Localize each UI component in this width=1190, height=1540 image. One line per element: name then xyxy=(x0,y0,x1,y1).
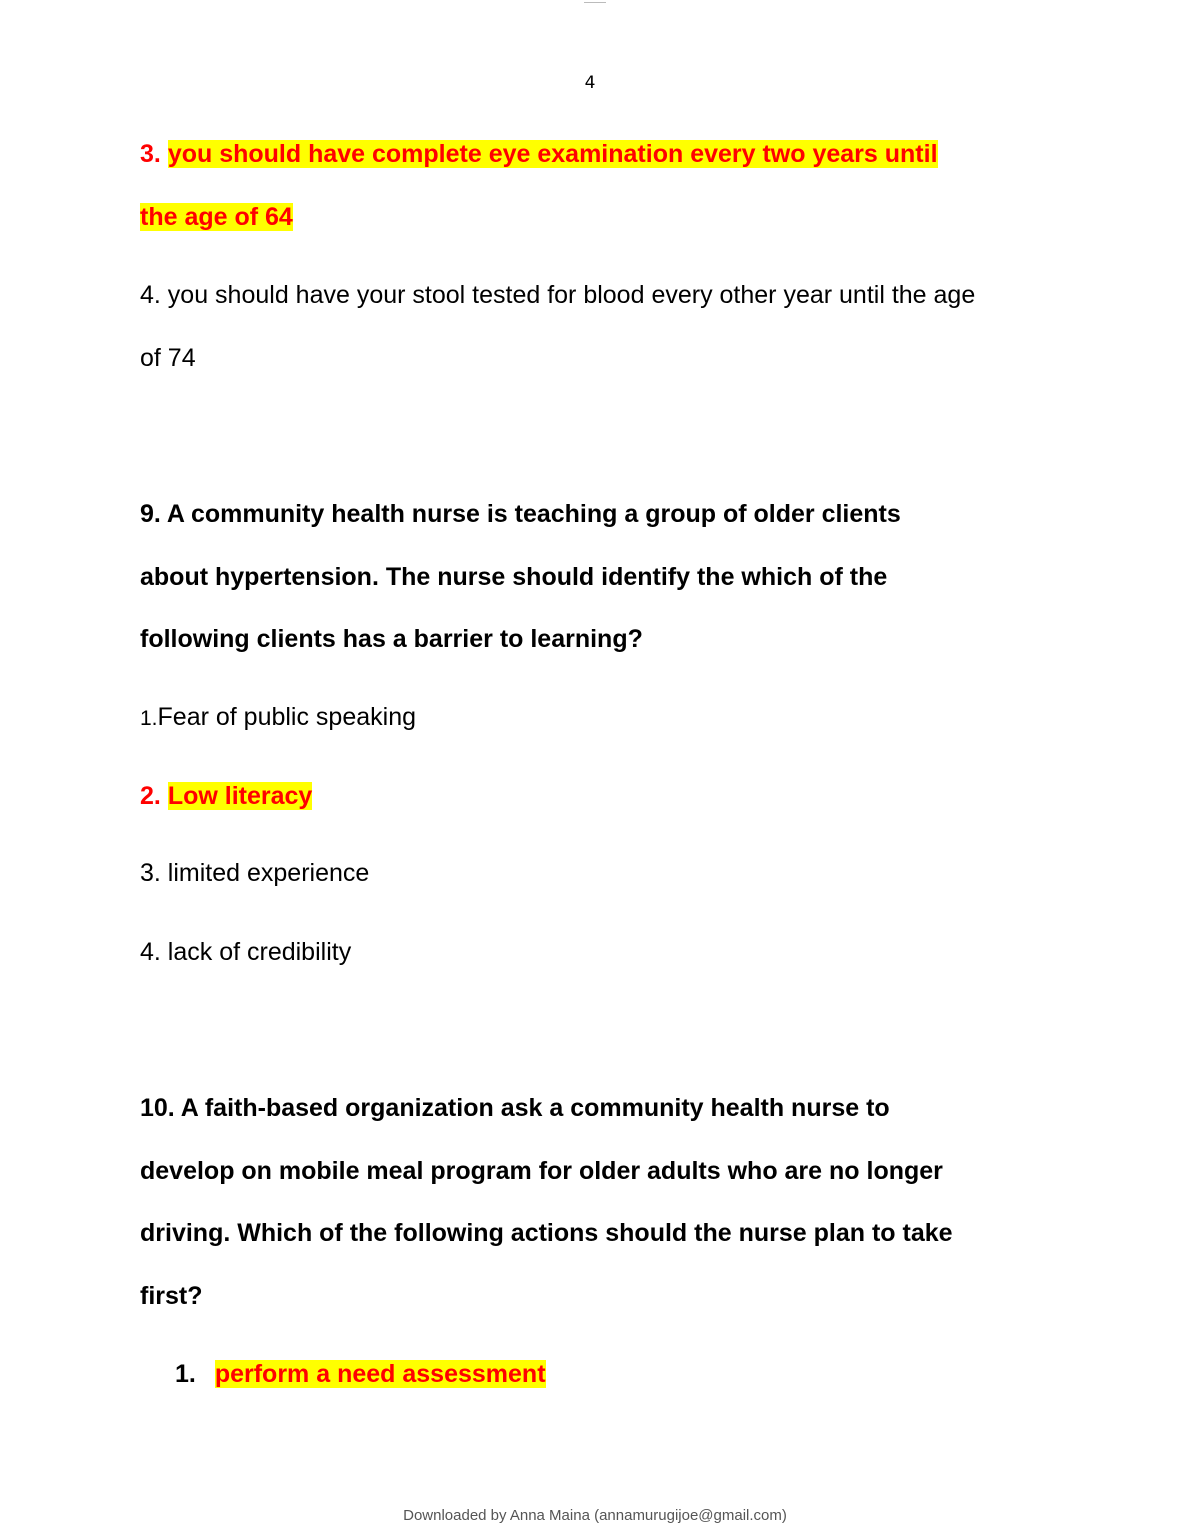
q10-question-line3: driving. Which of the following actions should the nurse plan to take xyxy=(140,1219,953,1247)
q8-option-3-line2 xyxy=(140,202,293,232)
q9-question-line2: about hypertension. The nurse should identify the which of the xyxy=(140,563,888,591)
q9-question-line3: following clients has a barrier to learning? xyxy=(140,625,643,653)
q9-option-2-text: Low literacy xyxy=(167,782,313,810)
q9-option-2 xyxy=(140,781,312,811)
q9-option-1-text: Fear of public speaking xyxy=(157,703,416,731)
q10-option-1-number: 1. xyxy=(175,1360,196,1388)
header-mark xyxy=(584,0,606,3)
q8-option-3-text: you should have complete eye examination every two years until xyxy=(167,140,938,168)
q10-option-1 xyxy=(175,1359,546,1389)
q9-option-1-number: 1. xyxy=(140,707,158,730)
q8-option-3-line1 xyxy=(140,139,938,169)
q8-option-4-line1: 4. you should have your stool tested for blood every other year until the age xyxy=(140,281,976,309)
q9-option-1 xyxy=(140,702,416,734)
q9-question-line1: 9. A community health nurse is teaching a group of older clients xyxy=(140,500,901,528)
q8-option-3-text-cont: the age of 64 xyxy=(140,203,293,231)
q9-option-3: 3. limited experience xyxy=(140,859,370,887)
q9-option-4: 4. lack of credibility xyxy=(140,938,352,966)
q10-question-line1: 10. A faith-based organization ask a community health nurse to xyxy=(140,1094,890,1122)
download-footer: Downloaded by Anna Maina (annamurugijoe@gmail.com) xyxy=(403,1507,787,1524)
q8-option-4-line2: of 74 xyxy=(140,344,196,372)
q9-option-2-number: 2. xyxy=(140,782,161,810)
q10-option-1-text: perform a need assessment xyxy=(214,1360,546,1388)
q8-option-3-number: 3. xyxy=(140,140,161,168)
page-number: 4 xyxy=(584,73,596,93)
q10-question-line2: develop on mobile meal program for older adults who are no longer xyxy=(140,1157,943,1185)
q10-question-line4: first? xyxy=(140,1282,203,1310)
